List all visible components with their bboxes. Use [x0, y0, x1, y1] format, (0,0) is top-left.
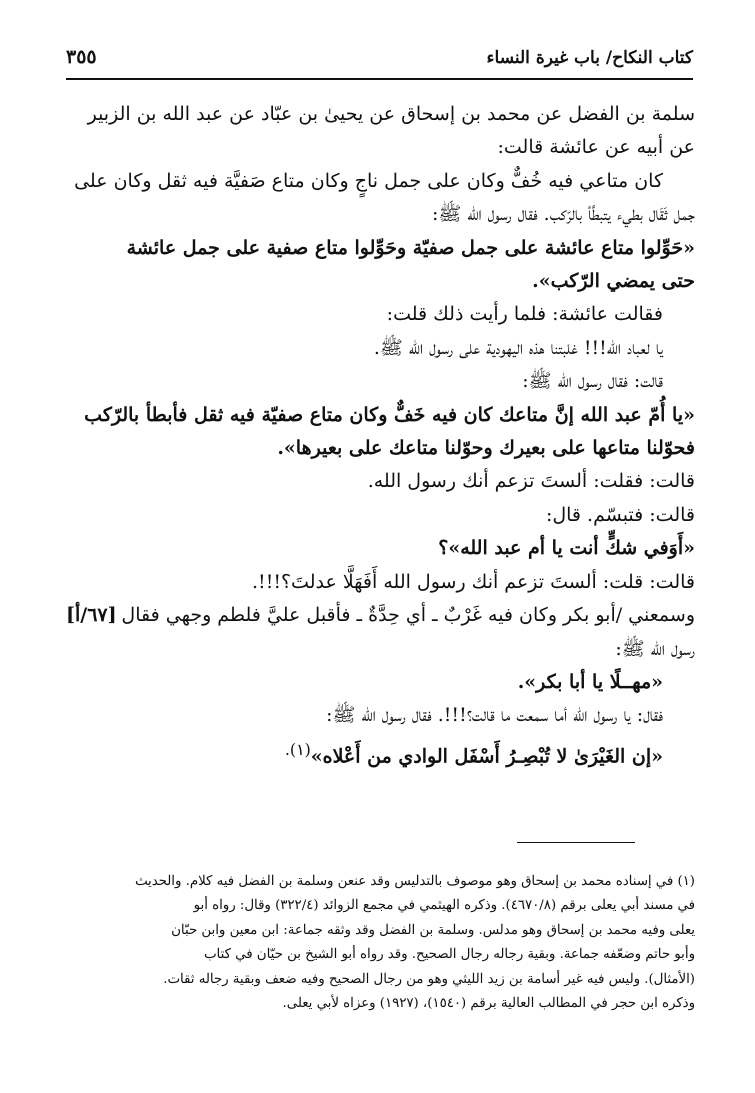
footnote-line: (الأمثال). وليس فيه غير أسامة بن زيد الليثي وهو من رجال الصحيح وفيه ضعف وبقية رجاله ثقات.: [163, 971, 695, 987]
header-rule: [66, 78, 693, 80]
footnote-line: في مسند أبي يعلى برقم (٤٦٧٠/٨). وذكره الهيثمي في مجمع الزوائد (٣٢٢/٤) وقال: رواه أبو: [193, 898, 695, 914]
text-line: قالت: قلت: ألستَ تزعم أنك رسول الله أَفَهَلَّا عدلتَ؟!!!.: [252, 570, 695, 593]
page-number: ٣٥٥: [66, 46, 97, 68]
prophet-quote-line: «أَوَفي شكٍّ أنت يا أم عبد الله»؟: [438, 537, 695, 560]
text-line: سلمة بن الفضل عن محمد بن إسحاق عن يحيىٰ بن عبّاد عن عبد الله بن الزبير: [87, 103, 695, 125]
prophet-quote-line: «حَوِّلوا متاع عائشة على جمل صفيّة وحَوِّلوا متاع صفية على جمل عائشة: [126, 236, 695, 259]
prophet-quote-line: فحوّلنا متاعها على بعيرك وحوّلنا متاعك على بعيرها».: [277, 437, 695, 460]
running-header: [66, 44, 693, 74]
footnote-line: (١) في إسناده محمد بن إسحاق وهو موصوف بالتدليس وقد عنعن وسلمة بن الفضل فيه كلام. والحديث: [134, 874, 695, 889]
text-line: فقالت عائشة: فلما رأيت ذلك قلت:: [386, 303, 663, 326]
quote-text: «إن الغَيْرَىٰ لا تُبْصِـرُ أَسْفَل الوادي من أَعْلاه»: [310, 745, 663, 768]
footnote-separator: [517, 842, 635, 843]
text-line: كان متاعي فيه خُفٌّ وكان على جمل ناجٍ وكان متاع صَفيَّة فيه ثقل وكان على: [74, 169, 663, 192]
footnote-line: وذكره ابن حجر في المطالب العالية برقم (١٥٤٠)، (١٩٢٧) وعزاه لأبي يعلى.: [282, 996, 695, 1012]
text-line: قالت: فقلت: ألستَ تزعم أنك رسول الله.: [367, 470, 695, 493]
text-line: جمل ثَقَال بطيء يتبطَّأ بالرّكب. فقال رسول الله ﷺ:: [432, 203, 695, 226]
prophet-quote-line: «مهــلًا يا أبا بكر».: [517, 670, 663, 693]
text-line: قالت: فقال رسول الله ﷺ:: [522, 370, 663, 393]
chapter-title: كتاب النكاح/ باب غيرة النساء: [486, 48, 693, 68]
footnote-marker: (١).: [284, 739, 311, 759]
manuscript-folio-ref: [٦٧/أ]: [66, 604, 117, 627]
text-line: يا لعباد الله!!! غلبتنا هذه اليهودية على رسول الله ﷺ.: [373, 336, 663, 359]
text-line: قالت: فتبسّم. قال:: [545, 503, 695, 526]
hadith-text: [66, 98, 695, 773]
text-line: رسول الله ﷺ:: [615, 637, 695, 660]
text-line-content: وسمعني /أبو بكر وكان فيه غَرْبٌ ـ أي حِدَّةٌ ـ فأقبل عليَّ فلطم وجهي فقال: [121, 604, 695, 627]
footnote-line: يعلى وفيه محمد بن إسحاق وهو مدلس. وسلمة بن الفضل وقد وثقه جماعة: ابن معين وابن حبّان: [171, 922, 695, 938]
text-line: فقال: يا رسول الله أما سمعت ما قالت؟!!!. فقال رسول الله ﷺ:: [326, 704, 663, 727]
text-line: [66, 599, 695, 632]
text-line: عن أبيه عن عائشة قالت:: [497, 136, 695, 159]
prophet-quote-line: «يا أُمّ عبد الله إنَّ متاعك كان فيه خَفٌّ وكان متاع صفيّة فيه ثقل فأبطأ بالرّكب: [84, 403, 695, 426]
footnote-line: وأبو حاتم وضعّفه جماعة. وبقية رجاله رجال الصحيح. وقد رواه أبو الشيخ بن حيّان في كتاب: [204, 947, 695, 963]
prophet-quote-line: [66, 733, 695, 774]
footnotes: [66, 870, 695, 1016]
prophet-quote-line: حتى يمضي الرّكب».: [532, 270, 695, 293]
